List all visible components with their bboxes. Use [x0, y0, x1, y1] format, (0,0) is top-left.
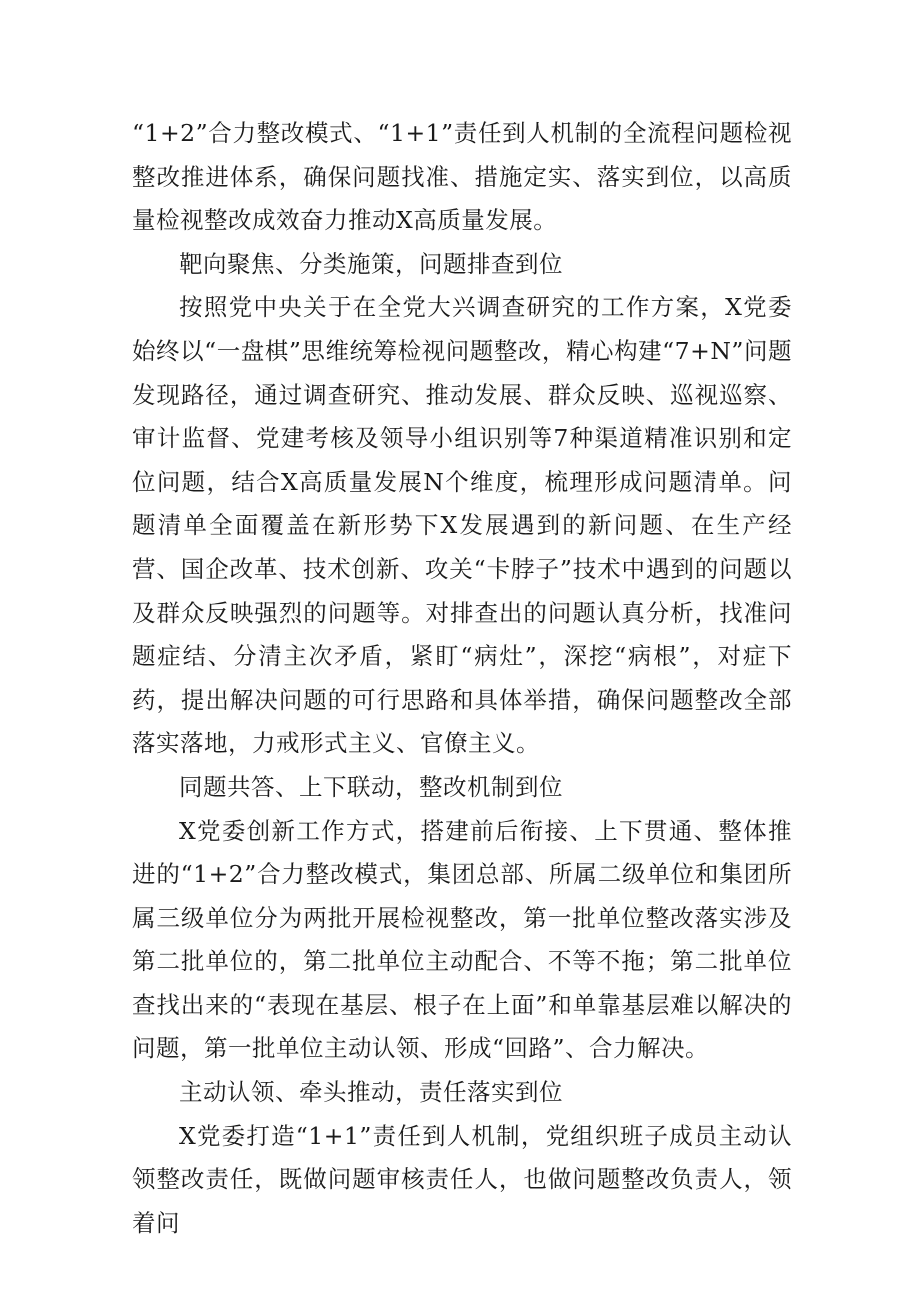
section-heading-rectification-mechanism: 同题共答、上下联动，整改机制到位 [179, 772, 563, 801]
paragraph-intro-continued: “1+2”合力整改模式、“1+1”责任到人机制的全流程问题检视整改推进体系，确保问题找准、措施定实、落实到位，以高质量检视整改成效奋力推动X高质量发展。 [132, 119, 792, 235]
paragraph-responsibility: X党委打造“1+1”责任到人机制，党组织班子成员主动认领整改责任，既做问题审核责任人，也做问题整改负责人，领着问 [132, 1121, 792, 1237]
paragraph-problem-investigation: 按照党中央关于在全党大兴调查研究的工作方案，X党委始终以“一盘棋”思维统筹检视问题整改，精心构建“7+N”问题发现路径，通过调查研究、推动发展、群众反映、巡视巡察、审计监督、党建考核及领导小组识别等7种渠道精准识别和定位问题，结合X高质量发展N个维度，梳理形成问题清单。问题清单全面覆盖在新形势下X发展遇到的新问题、在生产经营、国企改革、技术创新、攻关“卡脖子”技术中遇到的问题以及群众反映强烈的问题等。对排查出的问题认真分析，找准问题症结、分清主次矛盾，紧盯“病灶”，深挖“病根”，对症下药，提出解决问题的可行思路和具体举措，确保问题整改全部落实落地，力戒形式主义、官僚主义。 [132, 293, 792, 758]
section-heading-responsibility: 主动认领、牵头推动，责任落实到位 [179, 1078, 563, 1107]
paragraph-rectification-mechanism: X党委创新工作方式，搭建前后衔接、上下贯通、整体推进的“1+2”合力整改模式，集团总部、所属二级单位和集团所属三级单位分为两批开展检视整改，第一批单位整改落实涉及第二批单位的，第二批单位主动配合、不等不拖；第二批单位查找出来的“表现在基层、根子在上面”和单靠基层难以解决的问题，第一批单位主动认领、形成“回路”、合力解决。 [132, 816, 792, 1063]
document-body [132, 112, 792, 1245]
section-heading-problem-investigation: 靶向聚焦、分类施策，问题排查到位 [179, 249, 563, 278]
